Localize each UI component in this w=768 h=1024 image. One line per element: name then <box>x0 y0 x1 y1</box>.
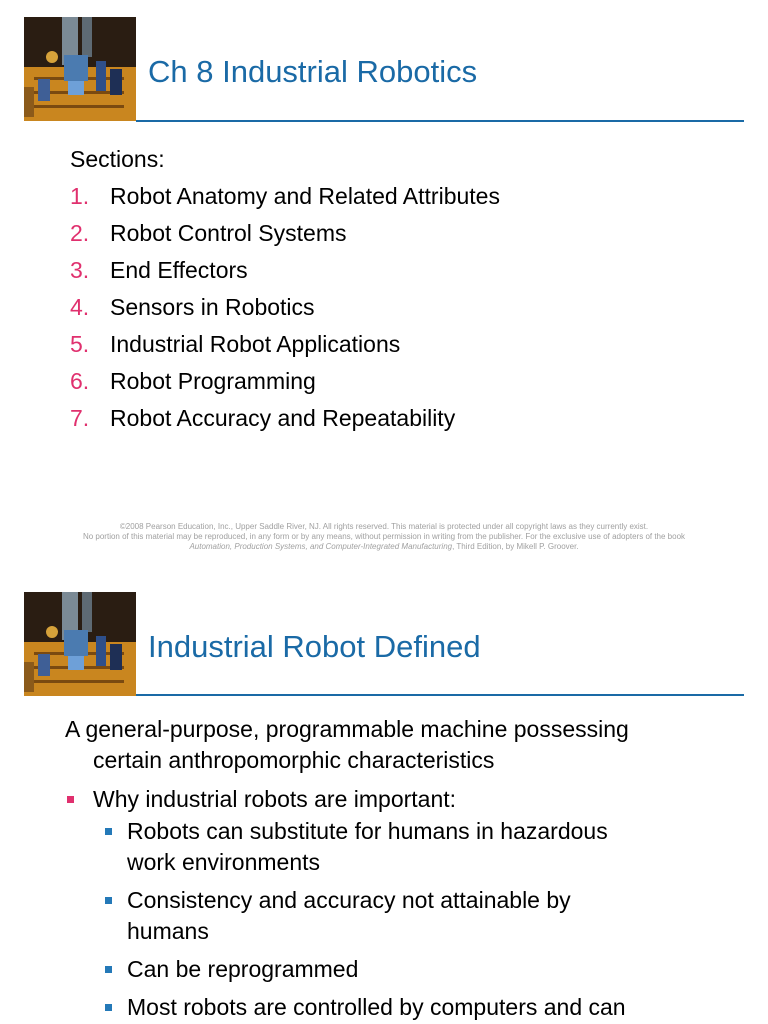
sub-bullet-line-2: work environments <box>127 849 321 875</box>
sub-bullet-item <box>103 816 723 878</box>
square-bullet-icon <box>105 1004 112 1011</box>
definition-line-2: certain anthropomorphic characteristics <box>93 747 495 773</box>
square-bullet-icon <box>105 828 112 835</box>
section-number: 2. <box>70 220 90 246</box>
title-divider <box>136 120 744 122</box>
robot-thumbnail-image <box>24 17 136 121</box>
footer-line-1: ©2008 Pearson Education, Inc., Upper Saddle River, NJ. All rights reserved. This material is protected under all copyright laws as they currently exist. <box>119 522 649 531</box>
section-number: 4. <box>70 294 90 320</box>
robot-thumbnail-image <box>24 592 136 696</box>
slide-title: Industrial Robot Defined <box>148 629 481 664</box>
section-number: 6. <box>70 368 90 394</box>
square-bullet-icon <box>105 966 112 973</box>
copyright-footer <box>0 522 768 552</box>
section-number: 5. <box>70 331 90 357</box>
section-label: End Effectors <box>110 257 248 283</box>
section-label: Industrial Robot Applications <box>110 331 401 357</box>
section-label: Robot Control Systems <box>110 220 347 246</box>
footer-line-3 <box>0 542 768 552</box>
sub-bullet-item <box>103 992 723 1023</box>
sub-bullet-line-1: Most robots are controlled by computers and can <box>127 994 626 1020</box>
section-label: Robot Anatomy and Related Attributes <box>110 183 500 209</box>
sub-bullet-item <box>103 954 723 985</box>
section-number: 1. <box>70 183 90 209</box>
bullet-text: Why industrial robots are important: <box>93 786 457 812</box>
footer-line-2: No portion of this material may be reproduced, in any form or by any means, without permission in writing from the publisher. For the exclusive use of adopters of the book <box>82 532 686 541</box>
book-title: Automation, Production Systems, and Computer-Integrated Manufacturing <box>189 542 453 551</box>
sub-bullet-line-1: Robots can substitute for humans in hazardous <box>127 818 608 844</box>
book-edition: , Third Edition, by Mikell P. Groover. <box>452 542 579 551</box>
sub-bullet-line-1: Consistency and accuracy not attainable by <box>127 887 571 913</box>
section-number: 3. <box>70 257 90 283</box>
sub-bullet-list <box>103 816 723 1024</box>
section-label: Robot Accuracy and Repeatability <box>110 405 456 431</box>
definition-text <box>65 714 725 776</box>
definition-line-1: A general-purpose, programmable machine possessing <box>65 716 629 742</box>
sub-bullet-line-2: humans <box>127 918 209 944</box>
slide-2 <box>0 576 768 1024</box>
square-bullet-icon <box>67 796 74 803</box>
title-divider <box>136 694 744 696</box>
sub-bullet-item <box>103 885 723 947</box>
sections-heading: Sections: <box>70 146 165 172</box>
slide-title: Ch 8 Industrial Robotics <box>148 54 478 89</box>
section-label: Robot Programming <box>110 368 316 394</box>
section-label: Sensors in Robotics <box>110 294 315 320</box>
sub-bullet-line-1: Can be reprogrammed <box>127 956 359 982</box>
section-number: 7. <box>70 405 90 431</box>
square-bullet-icon <box>105 897 112 904</box>
